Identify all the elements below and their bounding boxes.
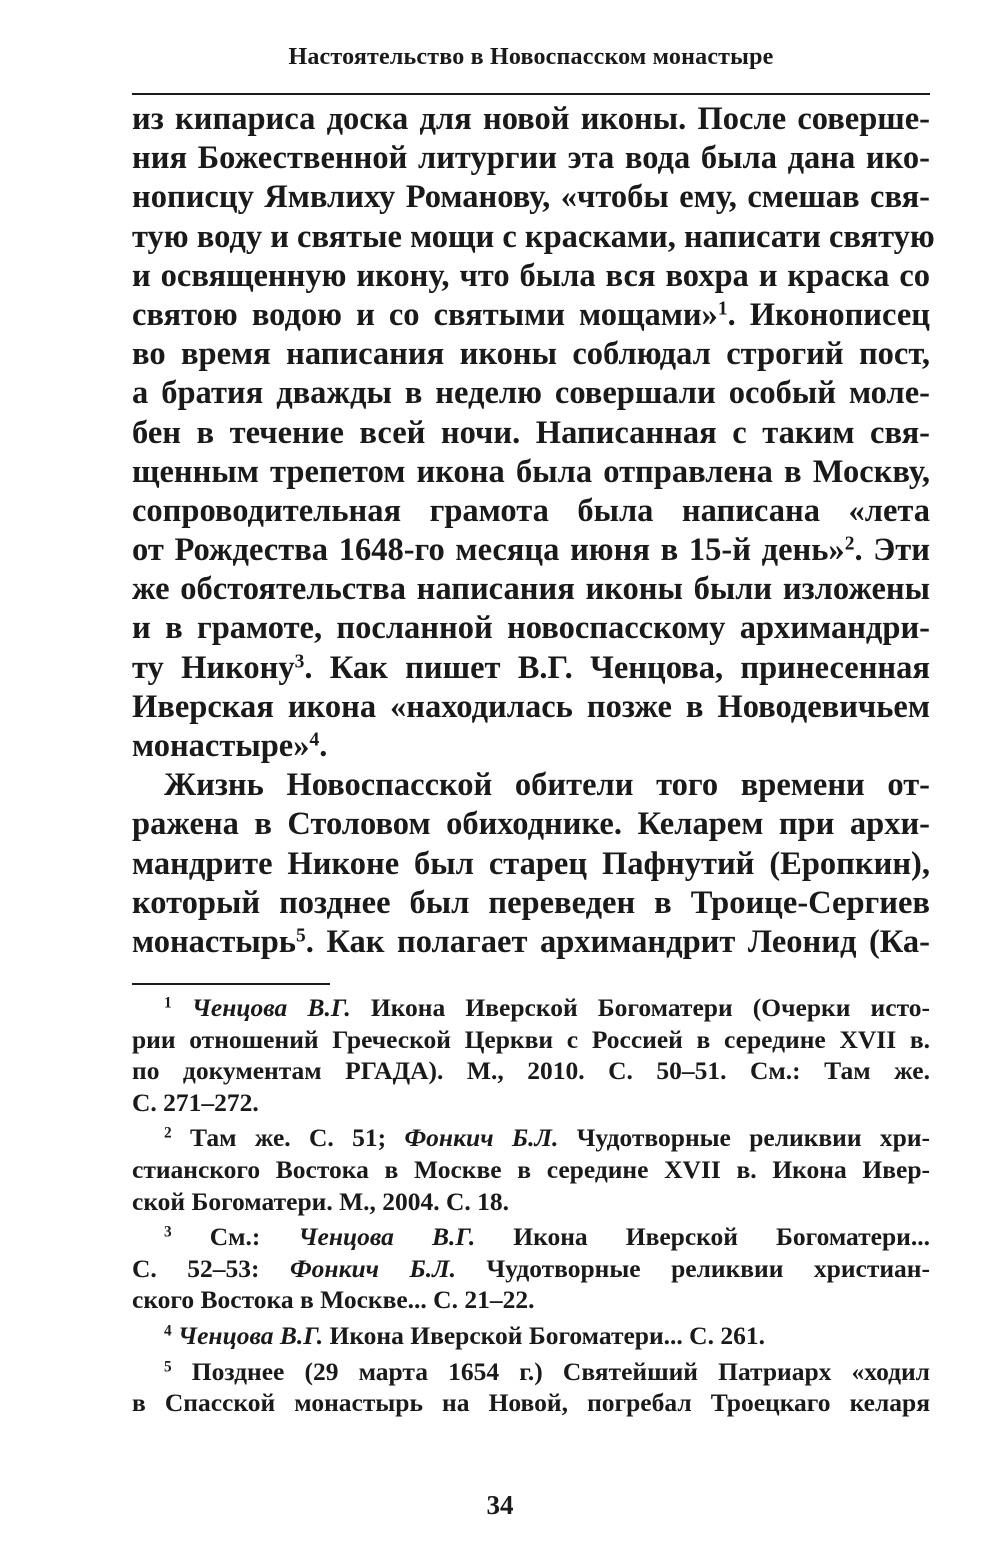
footnote-ref[interactable]: 4 bbox=[309, 729, 320, 751]
footnote-1 bbox=[132, 992, 930, 1024]
text-line: а братия дважды в неделю совершали особый моле- bbox=[132, 375, 930, 412]
text-fragment: . Как полагает архимандрит Леонид (Ка- bbox=[305, 923, 930, 960]
footnote-line: стианского Востока в Москве в середине XVII в. Икона Ивер- bbox=[132, 1154, 930, 1184]
footnote-line: рии отношений Греческой Церкви с Россией в середине XVII в. bbox=[132, 1024, 930, 1054]
text-fragment: Икона Иверской Богоматери... bbox=[475, 1222, 930, 1252]
text-line: ражена в Столовом обиходнике. Келарем при архи- bbox=[132, 806, 930, 843]
text-line bbox=[132, 727, 930, 766]
text-line: Иверская икона «находилась позже в Новодевичьем bbox=[132, 688, 930, 725]
text-fragment: монастыре» bbox=[132, 728, 310, 764]
text-fragment: святою водою и со святыми мощами» bbox=[132, 296, 718, 333]
running-title: Настоятельство в Новоспасском монастыре bbox=[288, 44, 774, 70]
text-line bbox=[132, 923, 930, 962]
text-line: ния Божественной литургии эта вода была дана ико- bbox=[132, 140, 930, 177]
footnotes bbox=[132, 992, 930, 1419]
text-line bbox=[132, 649, 930, 688]
text-line: Жизнь Новоспасской обители того времени от- bbox=[164, 767, 930, 804]
text-line: во время написания иконы соблюдал строгий пост, bbox=[132, 336, 930, 373]
page-number: 34 bbox=[486, 1490, 514, 1520]
text-fragment: Чудотворные реликвии хри- bbox=[558, 1123, 931, 1153]
footnote-author: Ченцова В.Г. bbox=[178, 1320, 324, 1350]
text-line: бен в течение всей ночи. Написанная с таким свя- bbox=[132, 414, 930, 451]
text-fragment: Икона Иверской Богоматери... С. 261. bbox=[323, 1320, 765, 1350]
footnote-author: Ченцова В.Г. bbox=[298, 1222, 476, 1252]
footnote-number: 2 bbox=[164, 1124, 172, 1142]
text-line bbox=[132, 531, 930, 570]
footnote-2 bbox=[132, 1122, 930, 1154]
text-fragment: от Рождества 1648-го месяца июня в 15-й день» bbox=[132, 532, 845, 569]
footnote-ref[interactable]: 5 bbox=[295, 925, 306, 947]
text-fragment: монастырь bbox=[132, 923, 296, 960]
footnote-author: Ченцова В.Г. bbox=[191, 993, 351, 1022]
text-line: который позднее был переведен в Троице-Сергиев bbox=[132, 884, 930, 921]
footnote-number: 1 bbox=[164, 994, 172, 1012]
footnote-5 bbox=[132, 1356, 930, 1388]
text-fragment: . Эти bbox=[854, 532, 930, 569]
footnote-line bbox=[132, 1253, 930, 1285]
text-line: мандрите Никоне был старец Пафнутий (Еропкин), bbox=[132, 845, 930, 882]
text-line: из кипариса доска для новой иконы. После соверше- bbox=[132, 101, 930, 137]
main-text bbox=[132, 100, 935, 962]
text-line: сопроводительная грамота была написана «лета bbox=[132, 492, 930, 529]
text-line: щенным трепетом икона была отправлена в Москву, bbox=[132, 453, 930, 490]
footnote-ref[interactable]: 3 bbox=[294, 650, 305, 672]
text-fragment: Икона Иверской Богоматери (Очерки исто- bbox=[350, 993, 931, 1022]
footnote-ref[interactable]: 2 bbox=[844, 533, 855, 555]
footnote-rule bbox=[132, 983, 330, 985]
text-fragment: См.: bbox=[171, 1222, 299, 1252]
footnote-line: ской Богоматери. М., 2004. С. 18. bbox=[132, 1186, 510, 1216]
text-fragment: ту Никону bbox=[132, 649, 295, 686]
footnote-line: С. 271–272. bbox=[132, 1087, 259, 1117]
text-line: нописцу Ямвлиху Романову, «чтобы ему, смешав свя- bbox=[132, 179, 930, 216]
text-line: и освященную икону, что была вся вохра и краска со bbox=[132, 257, 930, 294]
footnote-author: Фонкич Б.Л. bbox=[404, 1123, 559, 1153]
footnote-3 bbox=[132, 1221, 930, 1253]
footnote-line: ского Востока в Москве... С. 21–22. bbox=[132, 1285, 535, 1315]
text-line: же обстоятельства написания иконы были изложены bbox=[132, 571, 930, 608]
footnote-author: Фонкич Б.Л. bbox=[289, 1253, 456, 1283]
text-fragment: Там же. С. 51; bbox=[171, 1123, 405, 1153]
text-line: и в грамоте, посланной новоспасскому архимандри- bbox=[132, 610, 930, 647]
text-line bbox=[132, 296, 930, 335]
footnote-line: в Спасской монастырь на Новой, погребал Троецкаго келаря bbox=[132, 1388, 930, 1418]
text-fragment: Чудотворные реликвии христиан- bbox=[455, 1253, 930, 1283]
text-fragment: . bbox=[319, 728, 328, 764]
footnote-number: 5 bbox=[164, 1358, 172, 1376]
text-line: тую воду и святые мощи с красками, написати святую bbox=[132, 218, 935, 255]
footnote-4 bbox=[132, 1320, 930, 1352]
footnote-number: 4 bbox=[164, 1322, 172, 1340]
footnote-ref[interactable]: 1 bbox=[717, 298, 728, 320]
footnote-line: по документам РГАДА). М., 2010. С. 50–51. См.: Там же. bbox=[132, 1056, 930, 1086]
text-fragment: С. 52–53: bbox=[132, 1253, 290, 1283]
text-fragment: . Иконописец bbox=[727, 296, 930, 333]
text-fragment: . Как пишет В.Г. Ченцова, принесенная bbox=[304, 649, 930, 686]
text-fragment: Позднее (29 марта 1654 г.) Святейший Патриарх «ходил bbox=[171, 1356, 930, 1386]
header-rule bbox=[132, 93, 930, 95]
footnote-number: 3 bbox=[164, 1223, 172, 1241]
